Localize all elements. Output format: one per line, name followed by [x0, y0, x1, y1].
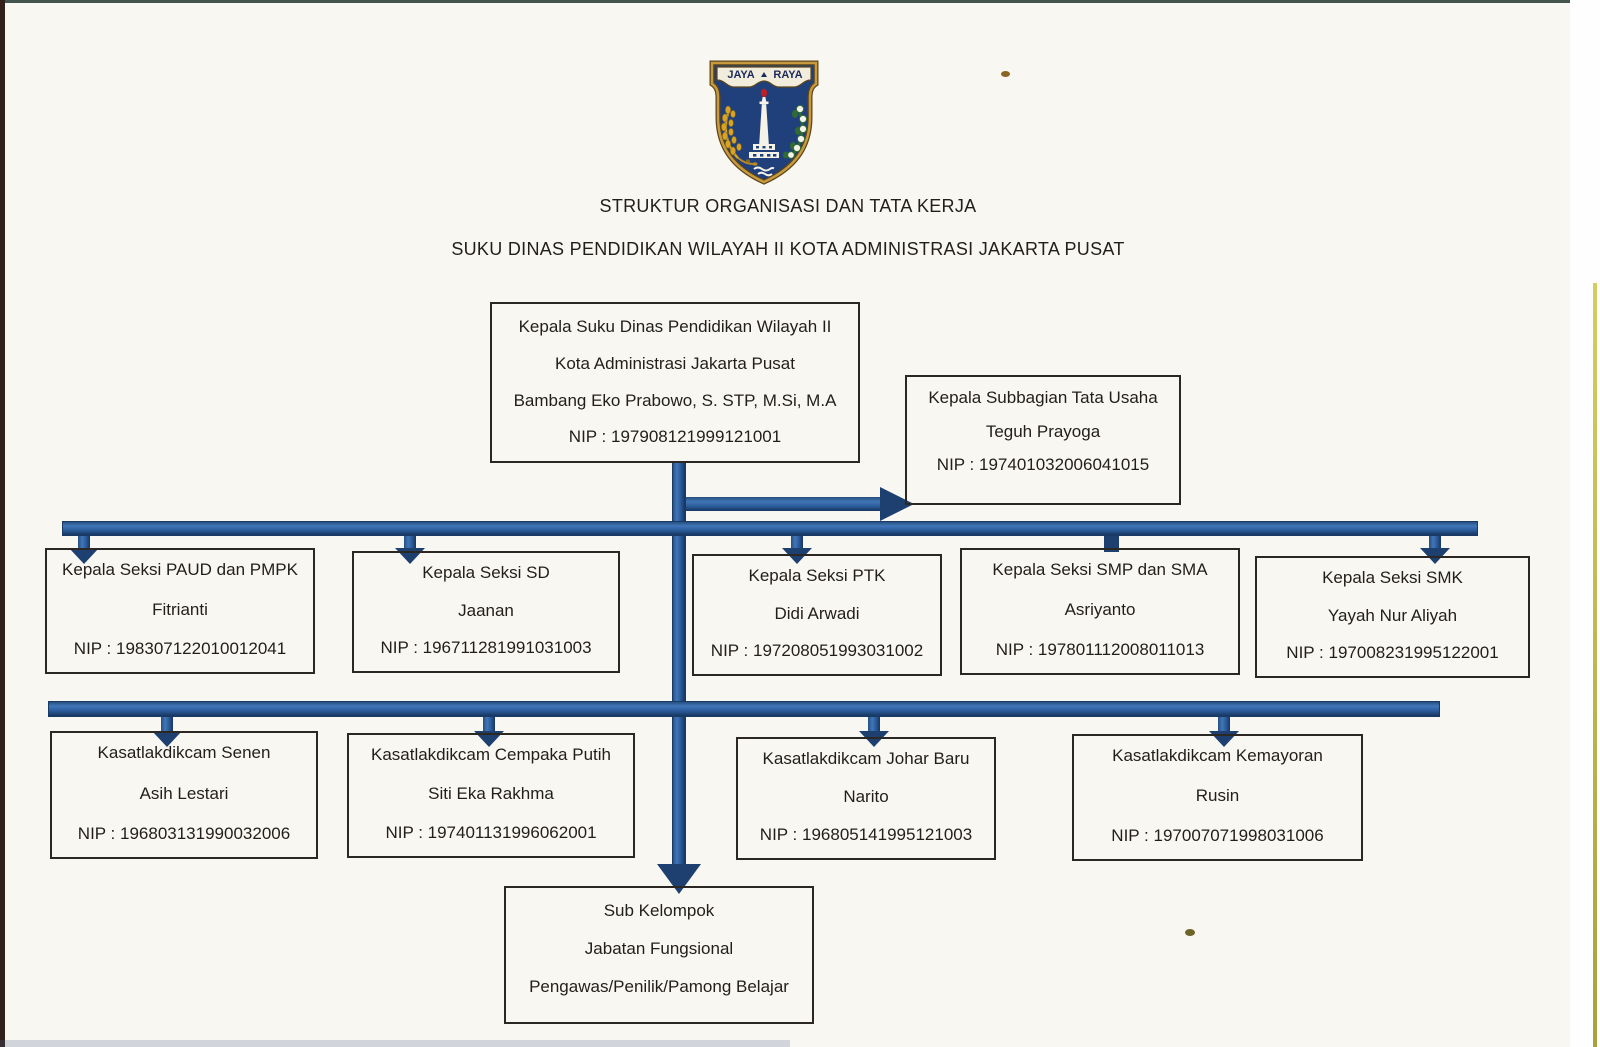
box-nip: NIP : 196711281991031003	[380, 638, 592, 658]
shield-icon	[703, 60, 825, 187]
org-box-kepala-sudin	[490, 302, 860, 463]
box-person-name: Bambang Eko Prabowo, S. STP, M.Si, M.A	[513, 390, 837, 410]
box-title: Kepala Seksi SD	[422, 563, 550, 582]
box-title: Kepala Seksi SMP dan SMA	[992, 560, 1208, 579]
svg-text:JAYA: JAYA	[727, 69, 755, 81]
document-subtitle: SUKU DINAS PENDIDIKAN WILAYAH II KOTA ADMINISTRASI JAKARTA PUSAT	[451, 239, 1125, 259]
box-title: Kasatlakdikcam Senen	[97, 743, 271, 762]
box-nip: NIP : 196805141995121003	[759, 825, 973, 845]
box-title: Kasatlakdikcam Cempaka Putih	[370, 745, 611, 764]
svg-text:RAYA: RAYA	[773, 69, 803, 81]
org-box-sub-kelompok	[504, 886, 814, 1024]
org-box-tata-usaha	[905, 375, 1181, 505]
box-title: Kasatlakdikcam Kemayoran	[1112, 746, 1323, 765]
box-nip: NIP : 197401032006041015	[936, 455, 1150, 475]
box-title: Kepala Suku Dinas Pendidikan Wilayah II	[518, 317, 832, 336]
org-box-kasatlak-johar-baru	[736, 737, 996, 860]
box-title: Kepala Seksi PAUD dan PMPK	[62, 560, 298, 579]
box-person-name: Teguh Prayoga	[985, 421, 1101, 441]
box-nip: NIP : 197401131996062001	[385, 823, 597, 843]
scan-edge-bottom	[0, 1040, 790, 1047]
box-detail: Pengawas/Penilik/Pamong Belajar	[529, 977, 789, 997]
scan-edge-right-line	[1593, 283, 1597, 1047]
box-nip: NIP : 197007071998031006	[1111, 826, 1324, 846]
connector-bar-row1	[62, 521, 1478, 536]
box-title: Sub Kelompok	[603, 901, 715, 920]
org-box-seksi-smp-sma	[960, 548, 1240, 675]
org-box-seksi-ptk	[692, 554, 942, 676]
scan-edge-top	[0, 0, 1576, 3]
box-subtitle: Kota Administrasi Jakarta Pusat	[554, 353, 795, 373]
org-box-seksi-paud-pmpk	[45, 548, 315, 674]
box-person-name: Didi Arwadi	[774, 603, 860, 623]
box-person-name: Fitrianti	[152, 599, 208, 619]
box-person-name: Jaanan	[458, 600, 514, 620]
org-box-seksi-smk	[1255, 556, 1530, 678]
connector-to-tata-usaha	[686, 497, 880, 511]
box-person-name: Yayah Nur Aliyah	[1327, 605, 1458, 625]
box-nip: NIP : 197208051993031002	[710, 641, 924, 661]
box-title: Kepala Subbagian Tata Usaha	[928, 388, 1158, 407]
document-title: STRUKTUR ORGANISASI DAN TATA KERJA	[599, 196, 977, 216]
org-box-kasatlak-cempaka-putih	[347, 733, 635, 858]
box-person-name: Asih Lestari	[139, 783, 229, 803]
box-person-name: Asriyanto	[1064, 600, 1136, 620]
box-nip: NIP : 197008231995122001	[1286, 643, 1499, 663]
box-nip: NIP : 198307122010012041	[73, 639, 287, 659]
jakarta-coat-of-arms-logo	[703, 60, 825, 192]
box-title: Kepala Seksi SMK	[1322, 568, 1463, 587]
box-nip: NIP : 197801112008011013	[995, 640, 1205, 660]
box-person-name: Rusin	[1195, 786, 1240, 806]
org-box-kasatlak-senen	[50, 731, 318, 859]
box-nip: NIP : 197908121999121001	[568, 427, 782, 447]
org-box-kasatlak-kemayoran	[1072, 734, 1363, 861]
box-title: Kepala Seksi PTK	[748, 566, 886, 585]
scan-edge-left	[0, 0, 5, 1047]
scan-speck	[1001, 71, 1010, 77]
scan-speck	[1185, 929, 1195, 936]
box-person-name: Narito	[843, 787, 889, 807]
org-box-seksi-sd	[352, 551, 620, 673]
box-title: Kasatlakdikcam Johar Baru	[762, 749, 970, 768]
box-subtitle: Jabatan Fungsional	[584, 939, 734, 959]
box-person-name: Siti Eka Rakhma	[428, 784, 554, 804]
box-nip: NIP : 196803131990032006	[77, 824, 291, 844]
connector-bar-row2	[48, 701, 1440, 717]
